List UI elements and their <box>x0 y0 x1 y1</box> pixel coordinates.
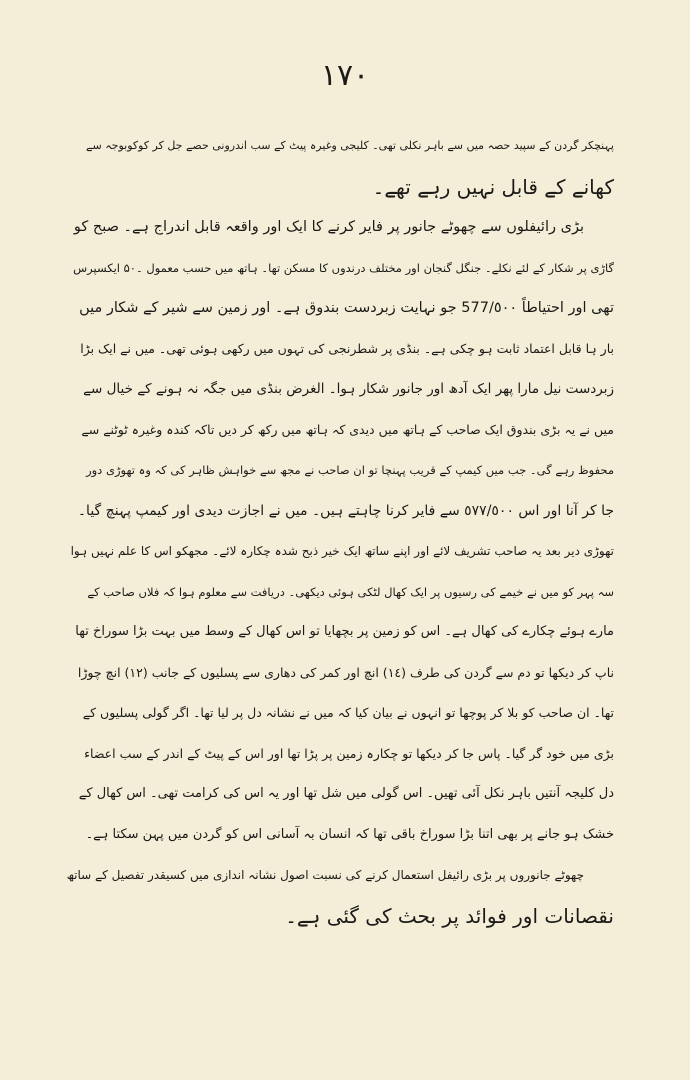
text-line: جا کر آنا اور اس ٥٧٧/٥٠٠ سے فایر کرنا چاہتے ہیں۔ میں نے اجازت دیدی اور کیمپ پہنچ گیا۔ <box>77 502 614 519</box>
text-line: تھا۔ ان صاحب کو بلا کر پوچھا تو انہوں نے بیان کیا کہ میں نے نشانہ دل پر لیا تھا۔ اگر گولی پسلیوں کے <box>82 705 614 720</box>
text-line: زبردست نیل مارا پھر ایک آدھ اور جانور شکار ہوا۔ الغرض بنڈی میں جگہ نہ ہونے کے خیال سے <box>83 381 614 397</box>
text-line: دل کلیجہ آنتیں باہر نکل آئی تھیں۔ اس گولی میں شل تھا اور یہ اس کی کرامت تھی۔ اس کھال کے <box>78 786 614 801</box>
text-line: چھوٹے جانوروں پر بڑی رائیفل استعمال کرنے کی نسبت اصول نشانہ اندازی میں کسیقدر تفصیل کے ساتھ <box>66 868 584 882</box>
text-line: محفوظ رہے گی۔ جب میں کیمپ کے قریب پہنچا تو ان صاحب نے مجھ سے خواہش ظاہر کی کہ وہ تھوڑی دور <box>86 463 614 477</box>
text-line: خشک ہو جانے پر بھی اتنا بڑا سوراخ باقی تھا کہ انسان بہ آسانی اس کو گردن میں پہن سکتا ہے۔ <box>85 826 614 842</box>
text-line: مارے ہوئے چکارے کی کھال ہے۔ اس کو زمین پر بچھایا تو اس کھال کے وسط میں بہت بڑا سوراخ تھا <box>75 624 614 639</box>
text-line: کھانے کے قابل نہیں رہے تھے۔ <box>372 174 614 199</box>
text-line: بڑی میں خود گر گیا۔ پاس جا کر دیکھا تو چکارہ زمین پر پڑا تھا اور اس کے پیٹ کے اندر کے سب اعضاء <box>84 745 614 761</box>
text-line: بڑی رائیفلوں سے چھوٹے جانور پر فایر کرنے کا ایک اور واقعہ قابل اندراج ہے۔ صبح کو <box>73 219 584 235</box>
text-line: گاڑی پر شکار کے لئے نکلے۔ جنگل گنجان اور مختلف درندوں کا مسکن تھا۔ ہاتھ میں حسب معمول ۔۵۰ ایکسپرس <box>73 260 614 275</box>
text-line: تھوڑی دیر بعد یہ صاحب تشریف لائے اور اپنے ساتھ ایک خیر ذبح شدہ چکارہ لائے۔ مجھکو اس کا علم نہیں ہوا <box>70 544 614 558</box>
page-text <box>66 126 614 936</box>
text-line: نقصانات اور فوائد پر بحث کی گئی ہے۔ <box>285 903 614 928</box>
page-number: ١٧٠ <box>320 58 370 93</box>
text-line: سہ پہر کو میں نے خیمے کی رسیوں پر ایک کھال لٹکی ہوئی دیکھی۔ دریافت سے معلوم ہوا کہ فلاں صاحب کے <box>87 584 614 599</box>
text-line: بار ہا قابل اعتماد ثابت ہو چکی ہے۔ بنڈی پر شطرنجی کی تہوں میں رکھی ہوئی تھی۔ میں نے ایک بڑا <box>80 340 614 356</box>
text-line: پہنچکر گردن کے سپید حصہ میں سے باہر نکلی تھی۔ کلیجی وغیرہ پیٹ کے سب اندرونی حصے جل کر کوکوبوجہ سے <box>86 139 614 152</box>
text-line: میں نے یہ بڑی بندوق ایک صاحب کے ہاتھ میں دیدی کہ ہاتھ میں رکھ کر دیں تاکہ کندہ وغیرہ ٹوٹنے سے <box>81 421 614 437</box>
text-line: ناپ کر دیکھا تو دم سے گردن کی طرف (١٤) انچ اور کمر کی دھاری سے پسلیوں کے جانب (١٢) انچ چوڑا <box>77 664 614 680</box>
text-line: تھی اور احتیاطاً 577/٥٠٠ جو نہایت زبردست بندوق ہے۔ اور زمین سے شیر کے شکار میں <box>79 300 614 316</box>
